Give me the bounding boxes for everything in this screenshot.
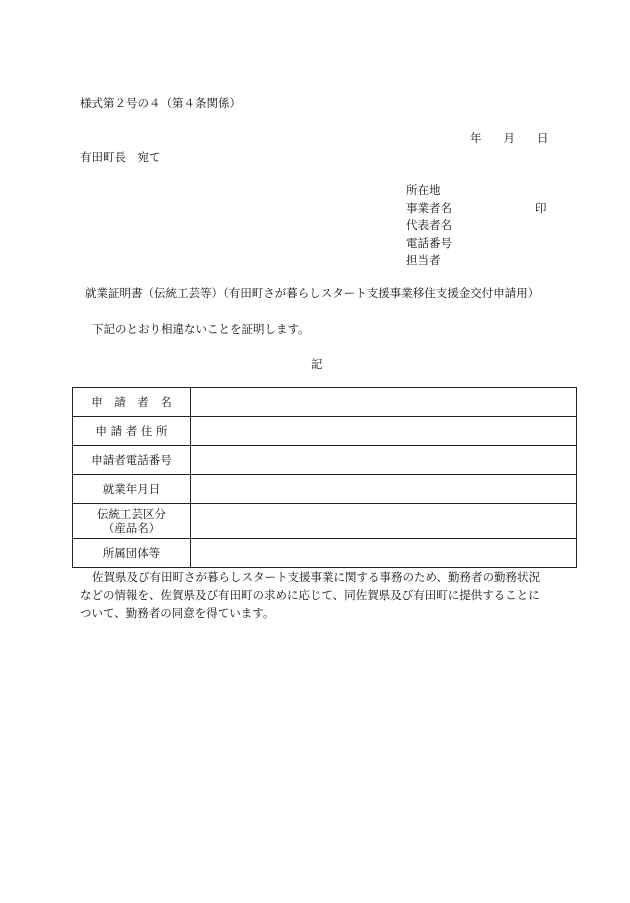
addressee: 有田町長 宛て <box>80 150 161 164</box>
ki-heading: 記 <box>311 357 323 371</box>
date-day-label: 日 <box>537 131 549 145</box>
craft-category-label <box>73 504 191 539</box>
date-year-label: 年 <box>470 131 482 145</box>
affiliated-organization-field[interactable] <box>191 539 577 568</box>
applicant-block <box>406 182 547 270</box>
craft-category-label-line2: （産品名） <box>102 521 161 535</box>
employment-date-label: 就業年月日 <box>73 475 191 504</box>
document-title: 就業証明書（伝統工芸等）（有田町さが暮らしスタート支援事業移住支援金交付申請用） <box>85 286 540 300</box>
applicant-representative-label: 代表者名 <box>406 218 452 232</box>
table-row <box>73 475 577 504</box>
table-row <box>73 388 577 417</box>
consent-line-1: 佐賀県及び有田町さが暮らしスタート支援事業に関する事務のため、勤務者の勤務状況 <box>92 570 541 584</box>
applicant-name-label: 申 請 者 名 <box>73 388 191 417</box>
table-row <box>73 504 577 539</box>
date-line <box>470 130 549 146</box>
applicant-address-label: 申 請 者 住 所 <box>73 417 191 446</box>
applicant-location-label: 所在地 <box>406 183 441 197</box>
form-number: 様式第２号の４（第４条関係） <box>80 96 241 110</box>
seal-mark: 印 <box>535 200 547 215</box>
certificate-table <box>72 387 577 568</box>
date-month-label: 月 <box>503 131 515 145</box>
table-row <box>73 539 577 568</box>
table-row <box>73 446 577 475</box>
applicant-business-name-label: 事業者名 <box>406 200 452 215</box>
applicant-phone-label: 電話番号 <box>406 235 452 250</box>
craft-category-field[interactable] <box>191 504 577 539</box>
applicant-phone-number-label: 申請者電話番号 <box>73 446 191 475</box>
applicant-business-name-row <box>406 200 547 218</box>
consent-line-2: などの情報を、佐賀県及び有田町の求めに応じて、同佐賀県及び有田町に提供することに <box>80 588 540 602</box>
applicant-phone-number-field[interactable] <box>191 446 577 475</box>
craft-category-label-line1: 伝統工芸区分 <box>97 507 166 521</box>
consent-line-3: ついて、勤務者の同意を得ています。 <box>80 606 275 620</box>
consent-text <box>80 568 560 622</box>
applicant-contact-label: 担当者 <box>406 253 441 267</box>
affiliated-organization-label: 所属団体等 <box>73 539 191 568</box>
applicant-address-field[interactable] <box>191 417 577 446</box>
certify-text: 下記のとおり相違ないことを証明します。 <box>92 322 310 336</box>
applicant-name-field[interactable] <box>191 388 577 417</box>
employment-date-field[interactable] <box>191 475 577 504</box>
table-row <box>73 417 577 446</box>
